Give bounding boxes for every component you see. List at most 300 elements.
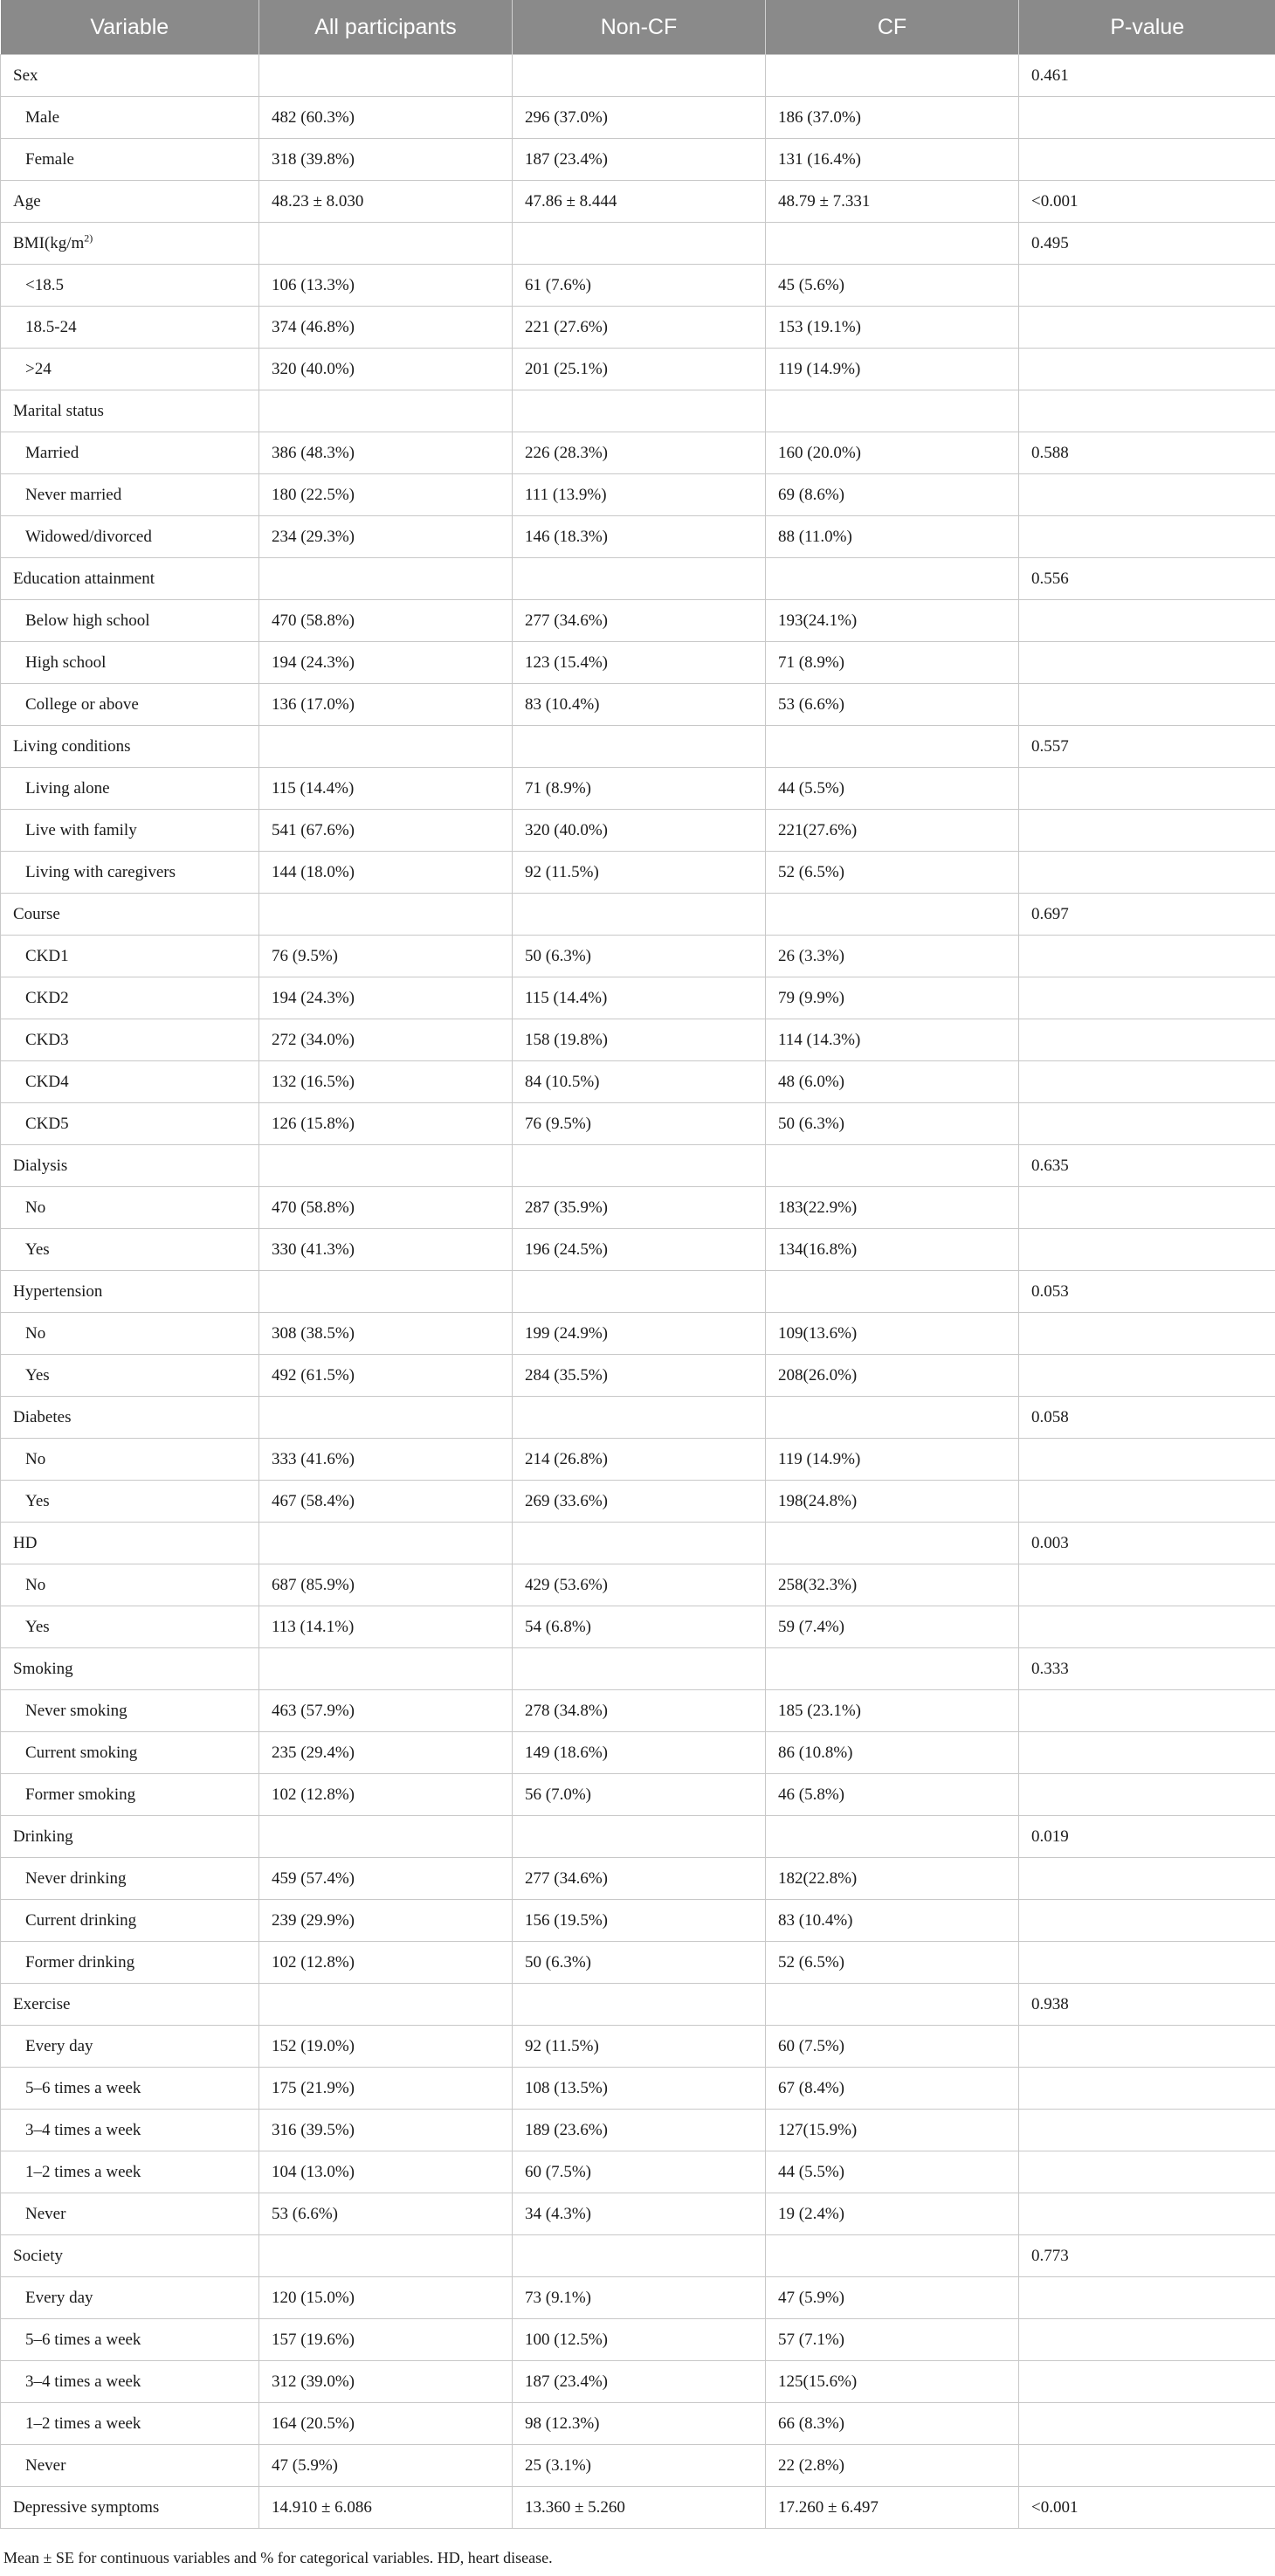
non-cf-cell	[513, 1523, 766, 1564]
variable-cell	[1, 1061, 259, 1103]
variable-label: Age	[13, 191, 41, 211]
variable-cell	[1, 1774, 259, 1816]
variable-cell	[1, 1564, 259, 1606]
all-participants-cell: 194 (24.3%)	[259, 642, 513, 684]
non-cf-cell: 196 (24.5%)	[513, 1229, 766, 1271]
table-row	[1, 2235, 1275, 2277]
non-cf-cell: 187 (23.4%)	[513, 2361, 766, 2403]
non-cf-cell: 56 (7.0%)	[513, 1774, 766, 1816]
all-participants-cell: 467 (58.4%)	[259, 1481, 513, 1523]
table-body	[1, 55, 1275, 2529]
variable-cell	[1, 726, 259, 768]
table-row	[1, 474, 1275, 516]
cf-cell: 44 (5.5%)	[766, 2151, 1019, 2193]
variable-label: College or above	[25, 694, 139, 714]
all-participants-cell: 180 (22.5%)	[259, 474, 513, 516]
all-participants-cell: 157 (19.6%)	[259, 2319, 513, 2361]
variable-label: Former drinking	[25, 1952, 135, 1972]
table-row	[1, 1816, 1275, 1858]
p-value-cell: 0.003	[1019, 1523, 1275, 1564]
non-cf-cell	[513, 726, 766, 768]
variable-cell	[1, 1397, 259, 1439]
variable-cell	[1, 2110, 259, 2151]
variable-cell	[1, 432, 259, 474]
variable-label: Depressive symptoms	[13, 2497, 160, 2517]
p-value-cell: <0.001	[1019, 2487, 1275, 2529]
variable-label: Never	[25, 2204, 66, 2223]
all-participants-cell: 235 (29.4%)	[259, 1732, 513, 1774]
p-value-cell	[1019, 2445, 1275, 2487]
variable-cell	[1, 558, 259, 600]
table-row	[1, 55, 1275, 97]
table-row	[1, 2277, 1275, 2319]
p-value-cell	[1019, 684, 1275, 726]
variable-label: Current smoking	[25, 1743, 138, 1762]
variable-cell	[1, 810, 259, 852]
cf-cell: 221(27.6%)	[766, 810, 1019, 852]
p-value-cell	[1019, 2026, 1275, 2068]
all-participants-cell	[259, 558, 513, 600]
non-cf-cell: 92 (11.5%)	[513, 852, 766, 894]
variable-cell	[1, 1606, 259, 1648]
all-participants-cell: 120 (15.0%)	[259, 2277, 513, 2319]
cf-cell: 47 (5.9%)	[766, 2277, 1019, 2319]
table-row	[1, 307, 1275, 349]
p-value-cell	[1019, 307, 1275, 349]
all-participants-cell	[259, 1984, 513, 2026]
cf-cell: 66 (8.3%)	[766, 2403, 1019, 2445]
header-non-cf: Non-CF	[513, 0, 766, 55]
cf-cell: 52 (6.5%)	[766, 852, 1019, 894]
non-cf-cell: 98 (12.3%)	[513, 2403, 766, 2445]
table-row	[1, 139, 1275, 181]
variable-cell	[1, 223, 259, 265]
header-variable: Variable	[1, 0, 259, 55]
table-row	[1, 1103, 1275, 1145]
variable-label: Marital status	[13, 401, 104, 420]
non-cf-cell	[513, 390, 766, 432]
table-row	[1, 1606, 1275, 1648]
non-cf-cell	[513, 1816, 766, 1858]
p-value-cell: 0.697	[1019, 894, 1275, 936]
cf-cell: 88 (11.0%)	[766, 516, 1019, 558]
table-row	[1, 2361, 1275, 2403]
non-cf-cell	[513, 223, 766, 265]
non-cf-cell	[513, 55, 766, 97]
variable-label: CKD5	[25, 1114, 69, 1133]
variable-label: No	[25, 1575, 46, 1594]
p-value-cell	[1019, 977, 1275, 1019]
cf-cell: 186 (37.0%)	[766, 97, 1019, 139]
variable-cell	[1, 97, 259, 139]
cf-cell: 46 (5.8%)	[766, 1774, 1019, 1816]
p-value-cell	[1019, 2068, 1275, 2110]
all-participants-cell: 76 (9.5%)	[259, 936, 513, 977]
variable-label: 1–2 times a week	[25, 2414, 141, 2433]
non-cf-cell: 149 (18.6%)	[513, 1732, 766, 1774]
table-row	[1, 1313, 1275, 1355]
table-row	[1, 1523, 1275, 1564]
table-row	[1, 810, 1275, 852]
table-row	[1, 1984, 1275, 2026]
cf-cell	[766, 1271, 1019, 1313]
all-participants-cell: 194 (24.3%)	[259, 977, 513, 1019]
table-row	[1, 1439, 1275, 1481]
cf-cell: 125(15.6%)	[766, 2361, 1019, 2403]
cf-cell: 44 (5.5%)	[766, 768, 1019, 810]
p-value-cell	[1019, 810, 1275, 852]
cf-cell	[766, 1648, 1019, 1690]
cf-cell: 48 (6.0%)	[766, 1061, 1019, 1103]
non-cf-cell: 158 (19.8%)	[513, 1019, 766, 1061]
all-participants-cell: 308 (38.5%)	[259, 1313, 513, 1355]
all-participants-cell	[259, 1145, 513, 1187]
non-cf-cell: 73 (9.1%)	[513, 2277, 766, 2319]
p-value-cell	[1019, 1732, 1275, 1774]
variable-label: Drinking	[13, 1827, 73, 1846]
variable-cell	[1, 1942, 259, 1984]
variable-label: Yes	[25, 1365, 50, 1385]
cf-cell	[766, 894, 1019, 936]
non-cf-cell: 277 (34.6%)	[513, 1858, 766, 1900]
all-participants-cell: 318 (39.8%)	[259, 139, 513, 181]
variable-cell	[1, 2361, 259, 2403]
non-cf-cell: 25 (3.1%)	[513, 2445, 766, 2487]
variable-label: 3–4 times a week	[25, 2120, 141, 2139]
non-cf-cell: 221 (27.6%)	[513, 307, 766, 349]
cf-cell: 185 (23.1%)	[766, 1690, 1019, 1732]
cf-cell: 71 (8.9%)	[766, 642, 1019, 684]
all-participants-cell: 272 (34.0%)	[259, 1019, 513, 1061]
variable-label: >24	[25, 359, 52, 378]
p-value-cell	[1019, 642, 1275, 684]
non-cf-cell: 50 (6.3%)	[513, 936, 766, 977]
variable-cell	[1, 2445, 259, 2487]
variable-label: 5–6 times a week	[25, 2330, 141, 2349]
all-participants-cell: 239 (29.9%)	[259, 1900, 513, 1942]
cf-cell: 183(22.9%)	[766, 1187, 1019, 1229]
non-cf-cell: 34 (4.3%)	[513, 2193, 766, 2235]
cf-cell: 69 (8.6%)	[766, 474, 1019, 516]
table-row	[1, 852, 1275, 894]
variable-cell	[1, 1648, 259, 1690]
p-value-cell	[1019, 852, 1275, 894]
non-cf-cell: 84 (10.5%)	[513, 1061, 766, 1103]
cf-cell	[766, 55, 1019, 97]
p-value-cell: 0.588	[1019, 432, 1275, 474]
table-row	[1, 600, 1275, 642]
p-value-cell: 0.053	[1019, 1271, 1275, 1313]
variable-cell	[1, 265, 259, 307]
header-cf: CF	[766, 0, 1019, 55]
p-value-cell	[1019, 2151, 1275, 2193]
p-value-cell: 0.333	[1019, 1648, 1275, 1690]
table-row	[1, 1690, 1275, 1732]
variable-cell	[1, 2319, 259, 2361]
variable-cell	[1, 1481, 259, 1523]
variable-label: Living conditions	[13, 736, 131, 756]
non-cf-cell: 201 (25.1%)	[513, 349, 766, 390]
non-cf-cell: 284 (35.5%)	[513, 1355, 766, 1397]
variable-cell	[1, 1103, 259, 1145]
variable-cell	[1, 600, 259, 642]
variable-label: Below high school	[25, 611, 150, 630]
all-participants-cell	[259, 1648, 513, 1690]
non-cf-cell: 13.360 ± 5.260	[513, 2487, 766, 2529]
table-row	[1, 726, 1275, 768]
p-value-cell	[1019, 1942, 1275, 1984]
p-value-cell	[1019, 349, 1275, 390]
p-value-cell	[1019, 2193, 1275, 2235]
table-row	[1, 1355, 1275, 1397]
cf-cell	[766, 726, 1019, 768]
variable-cell	[1, 2235, 259, 2277]
p-value-cell	[1019, 1313, 1275, 1355]
cf-cell: 127(15.9%)	[766, 2110, 1019, 2151]
variable-label: Yes	[25, 1617, 50, 1636]
non-cf-cell	[513, 1984, 766, 2026]
all-participants-cell: 48.23 ± 8.030	[259, 181, 513, 223]
table-row	[1, 1019, 1275, 1061]
p-value-cell	[1019, 1858, 1275, 1900]
unit-superscript: 2)	[84, 231, 93, 245]
cf-cell: 119 (14.9%)	[766, 349, 1019, 390]
all-participants-cell	[259, 390, 513, 432]
variable-cell	[1, 1313, 259, 1355]
p-value-cell: <0.001	[1019, 181, 1275, 223]
variable-label: Education attainment	[13, 569, 155, 588]
variable-label: BMI(kg/m	[13, 233, 85, 252]
all-participants-cell	[259, 2235, 513, 2277]
variable-label: No	[25, 1323, 46, 1343]
variable-cell	[1, 1187, 259, 1229]
p-value-cell	[1019, 474, 1275, 516]
variable-label: Course	[13, 904, 60, 923]
cf-cell: 17.260 ± 6.497	[766, 2487, 1019, 2529]
cf-cell: 134(16.8%)	[766, 1229, 1019, 1271]
p-value-cell	[1019, 2403, 1275, 2445]
variable-cell	[1, 349, 259, 390]
variable-cell	[1, 2487, 259, 2529]
non-cf-cell: 115 (14.4%)	[513, 977, 766, 1019]
p-value-cell: 0.058	[1019, 1397, 1275, 1439]
table-row	[1, 1271, 1275, 1313]
all-participants-cell: 102 (12.8%)	[259, 1942, 513, 1984]
table-footnote: Mean ± SE for continuous variables and % for categorical variables. HD, heart disease.	[3, 2549, 553, 2566]
all-participants-cell: 144 (18.0%)	[259, 852, 513, 894]
variable-cell	[1, 139, 259, 181]
cf-cell: 198(24.8%)	[766, 1481, 1019, 1523]
non-cf-cell: 214 (26.8%)	[513, 1439, 766, 1481]
variable-cell	[1, 2277, 259, 2319]
p-value-cell	[1019, 97, 1275, 139]
p-value-cell	[1019, 390, 1275, 432]
table-row	[1, 1187, 1275, 1229]
cf-cell: 59 (7.4%)	[766, 1606, 1019, 1648]
variable-label: CKD3	[25, 1030, 69, 1049]
variable-cell	[1, 1900, 259, 1942]
cf-cell: 83 (10.4%)	[766, 1900, 1019, 1942]
non-cf-cell: 320 (40.0%)	[513, 810, 766, 852]
all-participants-cell: 459 (57.4%)	[259, 1858, 513, 1900]
variable-label: Yes	[25, 1240, 50, 1259]
non-cf-cell: 296 (37.0%)	[513, 97, 766, 139]
p-value-cell: 0.773	[1019, 2235, 1275, 2277]
p-value-cell	[1019, 2319, 1275, 2361]
variable-cell	[1, 390, 259, 432]
cf-cell: 60 (7.5%)	[766, 2026, 1019, 2068]
non-cf-cell	[513, 1648, 766, 1690]
cf-cell	[766, 390, 1019, 432]
variable-cell	[1, 1858, 259, 1900]
cf-cell: 208(26.0%)	[766, 1355, 1019, 1397]
all-participants-cell: 386 (48.3%)	[259, 432, 513, 474]
variable-cell	[1, 684, 259, 726]
variable-cell	[1, 1439, 259, 1481]
cf-cell: 160 (20.0%)	[766, 432, 1019, 474]
variable-label: HD	[13, 1533, 38, 1552]
variable-label: Never drinking	[25, 1868, 127, 1888]
all-participants-cell: 470 (58.8%)	[259, 1187, 513, 1229]
variable-cell	[1, 1229, 259, 1271]
non-cf-cell: 187 (23.4%)	[513, 139, 766, 181]
all-participants-cell: 374 (46.8%)	[259, 307, 513, 349]
non-cf-cell: 189 (23.6%)	[513, 2110, 766, 2151]
non-cf-cell	[513, 894, 766, 936]
all-participants-cell: 541 (67.6%)	[259, 810, 513, 852]
variable-cell	[1, 1355, 259, 1397]
cf-cell: 114 (14.3%)	[766, 1019, 1019, 1061]
variable-label: Every day	[25, 2036, 93, 2055]
all-participants-cell	[259, 1397, 513, 1439]
variable-label: Never married	[25, 485, 122, 504]
table-row	[1, 2110, 1275, 2151]
cf-cell: 48.79 ± 7.331	[766, 181, 1019, 223]
variable-cell	[1, 181, 259, 223]
table-row	[1, 1229, 1275, 1271]
p-value-cell: 0.938	[1019, 1984, 1275, 2026]
non-cf-cell: 278 (34.8%)	[513, 1690, 766, 1732]
p-value-cell	[1019, 600, 1275, 642]
non-cf-cell: 199 (24.9%)	[513, 1313, 766, 1355]
non-cf-cell	[513, 1271, 766, 1313]
cf-cell	[766, 558, 1019, 600]
all-participants-cell: 113 (14.1%)	[259, 1606, 513, 1648]
header-all-participants: All participants	[259, 0, 513, 55]
cf-cell: 53 (6.6%)	[766, 684, 1019, 726]
variable-label: Widowed/divorced	[25, 527, 152, 546]
all-participants-cell	[259, 223, 513, 265]
cf-cell: 131 (16.4%)	[766, 139, 1019, 181]
variable-label: Live with family	[25, 820, 137, 839]
non-cf-cell	[513, 1145, 766, 1187]
variable-label: Male	[25, 107, 60, 127]
table-row	[1, 1732, 1275, 1774]
table-row	[1, 1774, 1275, 1816]
variable-cell	[1, 1523, 259, 1564]
all-participants-cell	[259, 1816, 513, 1858]
table-row	[1, 1900, 1275, 1942]
variable-label: No	[25, 1198, 46, 1217]
all-participants-cell: 492 (61.5%)	[259, 1355, 513, 1397]
variable-label: CKD4	[25, 1072, 69, 1091]
all-participants-cell: 312 (39.0%)	[259, 2361, 513, 2403]
table-row	[1, 977, 1275, 1019]
non-cf-cell: 54 (6.8%)	[513, 1606, 766, 1648]
non-cf-cell	[513, 1397, 766, 1439]
cf-cell	[766, 1397, 1019, 1439]
non-cf-cell: 429 (53.6%)	[513, 1564, 766, 1606]
table-row	[1, 1061, 1275, 1103]
variable-cell	[1, 516, 259, 558]
p-value-cell	[1019, 1355, 1275, 1397]
all-participants-cell: 463 (57.9%)	[259, 1690, 513, 1732]
variable-label: Diabetes	[13, 1407, 72, 1426]
table-row	[1, 2403, 1275, 2445]
variable-cell	[1, 852, 259, 894]
table-row	[1, 516, 1275, 558]
variable-label: Yes	[25, 1491, 50, 1510]
variable-cell	[1, 2026, 259, 2068]
table-row	[1, 2487, 1275, 2529]
non-cf-cell: 226 (28.3%)	[513, 432, 766, 474]
cf-cell	[766, 1984, 1019, 2026]
non-cf-cell	[513, 558, 766, 600]
table-row	[1, 97, 1275, 139]
variable-cell	[1, 307, 259, 349]
p-value-cell	[1019, 936, 1275, 977]
variable-label: 5–6 times a week	[25, 2078, 141, 2097]
variable-label: Current drinking	[25, 1910, 137, 1930]
variable-cell	[1, 768, 259, 810]
all-participants-cell	[259, 894, 513, 936]
non-cf-cell: 146 (18.3%)	[513, 516, 766, 558]
variable-cell	[1, 2151, 259, 2193]
cf-cell: 19 (2.4%)	[766, 2193, 1019, 2235]
variable-label: CKD2	[25, 988, 69, 1007]
header-p-value: P-value	[1019, 0, 1275, 55]
p-value-cell	[1019, 1229, 1275, 1271]
variable-cell	[1, 2403, 259, 2445]
all-participants-cell	[259, 55, 513, 97]
p-value-cell	[1019, 768, 1275, 810]
variable-label: Living with caregivers	[25, 862, 176, 881]
all-participants-cell: 152 (19.0%)	[259, 2026, 513, 2068]
p-value-cell: 0.019	[1019, 1816, 1275, 1858]
all-participants-cell: 136 (17.0%)	[259, 684, 513, 726]
all-participants-cell	[259, 726, 513, 768]
variable-label: No	[25, 1449, 46, 1468]
non-cf-cell: 277 (34.6%)	[513, 600, 766, 642]
p-value-cell	[1019, 1900, 1275, 1942]
cf-cell: 182(22.8%)	[766, 1858, 1019, 1900]
variable-label: Every day	[25, 2288, 93, 2307]
variable-label: Dialysis	[13, 1156, 68, 1175]
table-row	[1, 1942, 1275, 1984]
p-value-cell	[1019, 1103, 1275, 1145]
all-participants-cell: 175 (21.9%)	[259, 2068, 513, 2110]
all-participants-cell: 115 (14.4%)	[259, 768, 513, 810]
non-cf-cell: 100 (12.5%)	[513, 2319, 766, 2361]
table-row	[1, 390, 1275, 432]
all-participants-cell: 102 (12.8%)	[259, 1774, 513, 1816]
variable-label: 3–4 times a week	[25, 2372, 141, 2391]
p-value-cell	[1019, 1061, 1275, 1103]
non-cf-cell: 83 (10.4%)	[513, 684, 766, 726]
table-row	[1, 2026, 1275, 2068]
variable-cell	[1, 2068, 259, 2110]
non-cf-cell: 60 (7.5%)	[513, 2151, 766, 2193]
